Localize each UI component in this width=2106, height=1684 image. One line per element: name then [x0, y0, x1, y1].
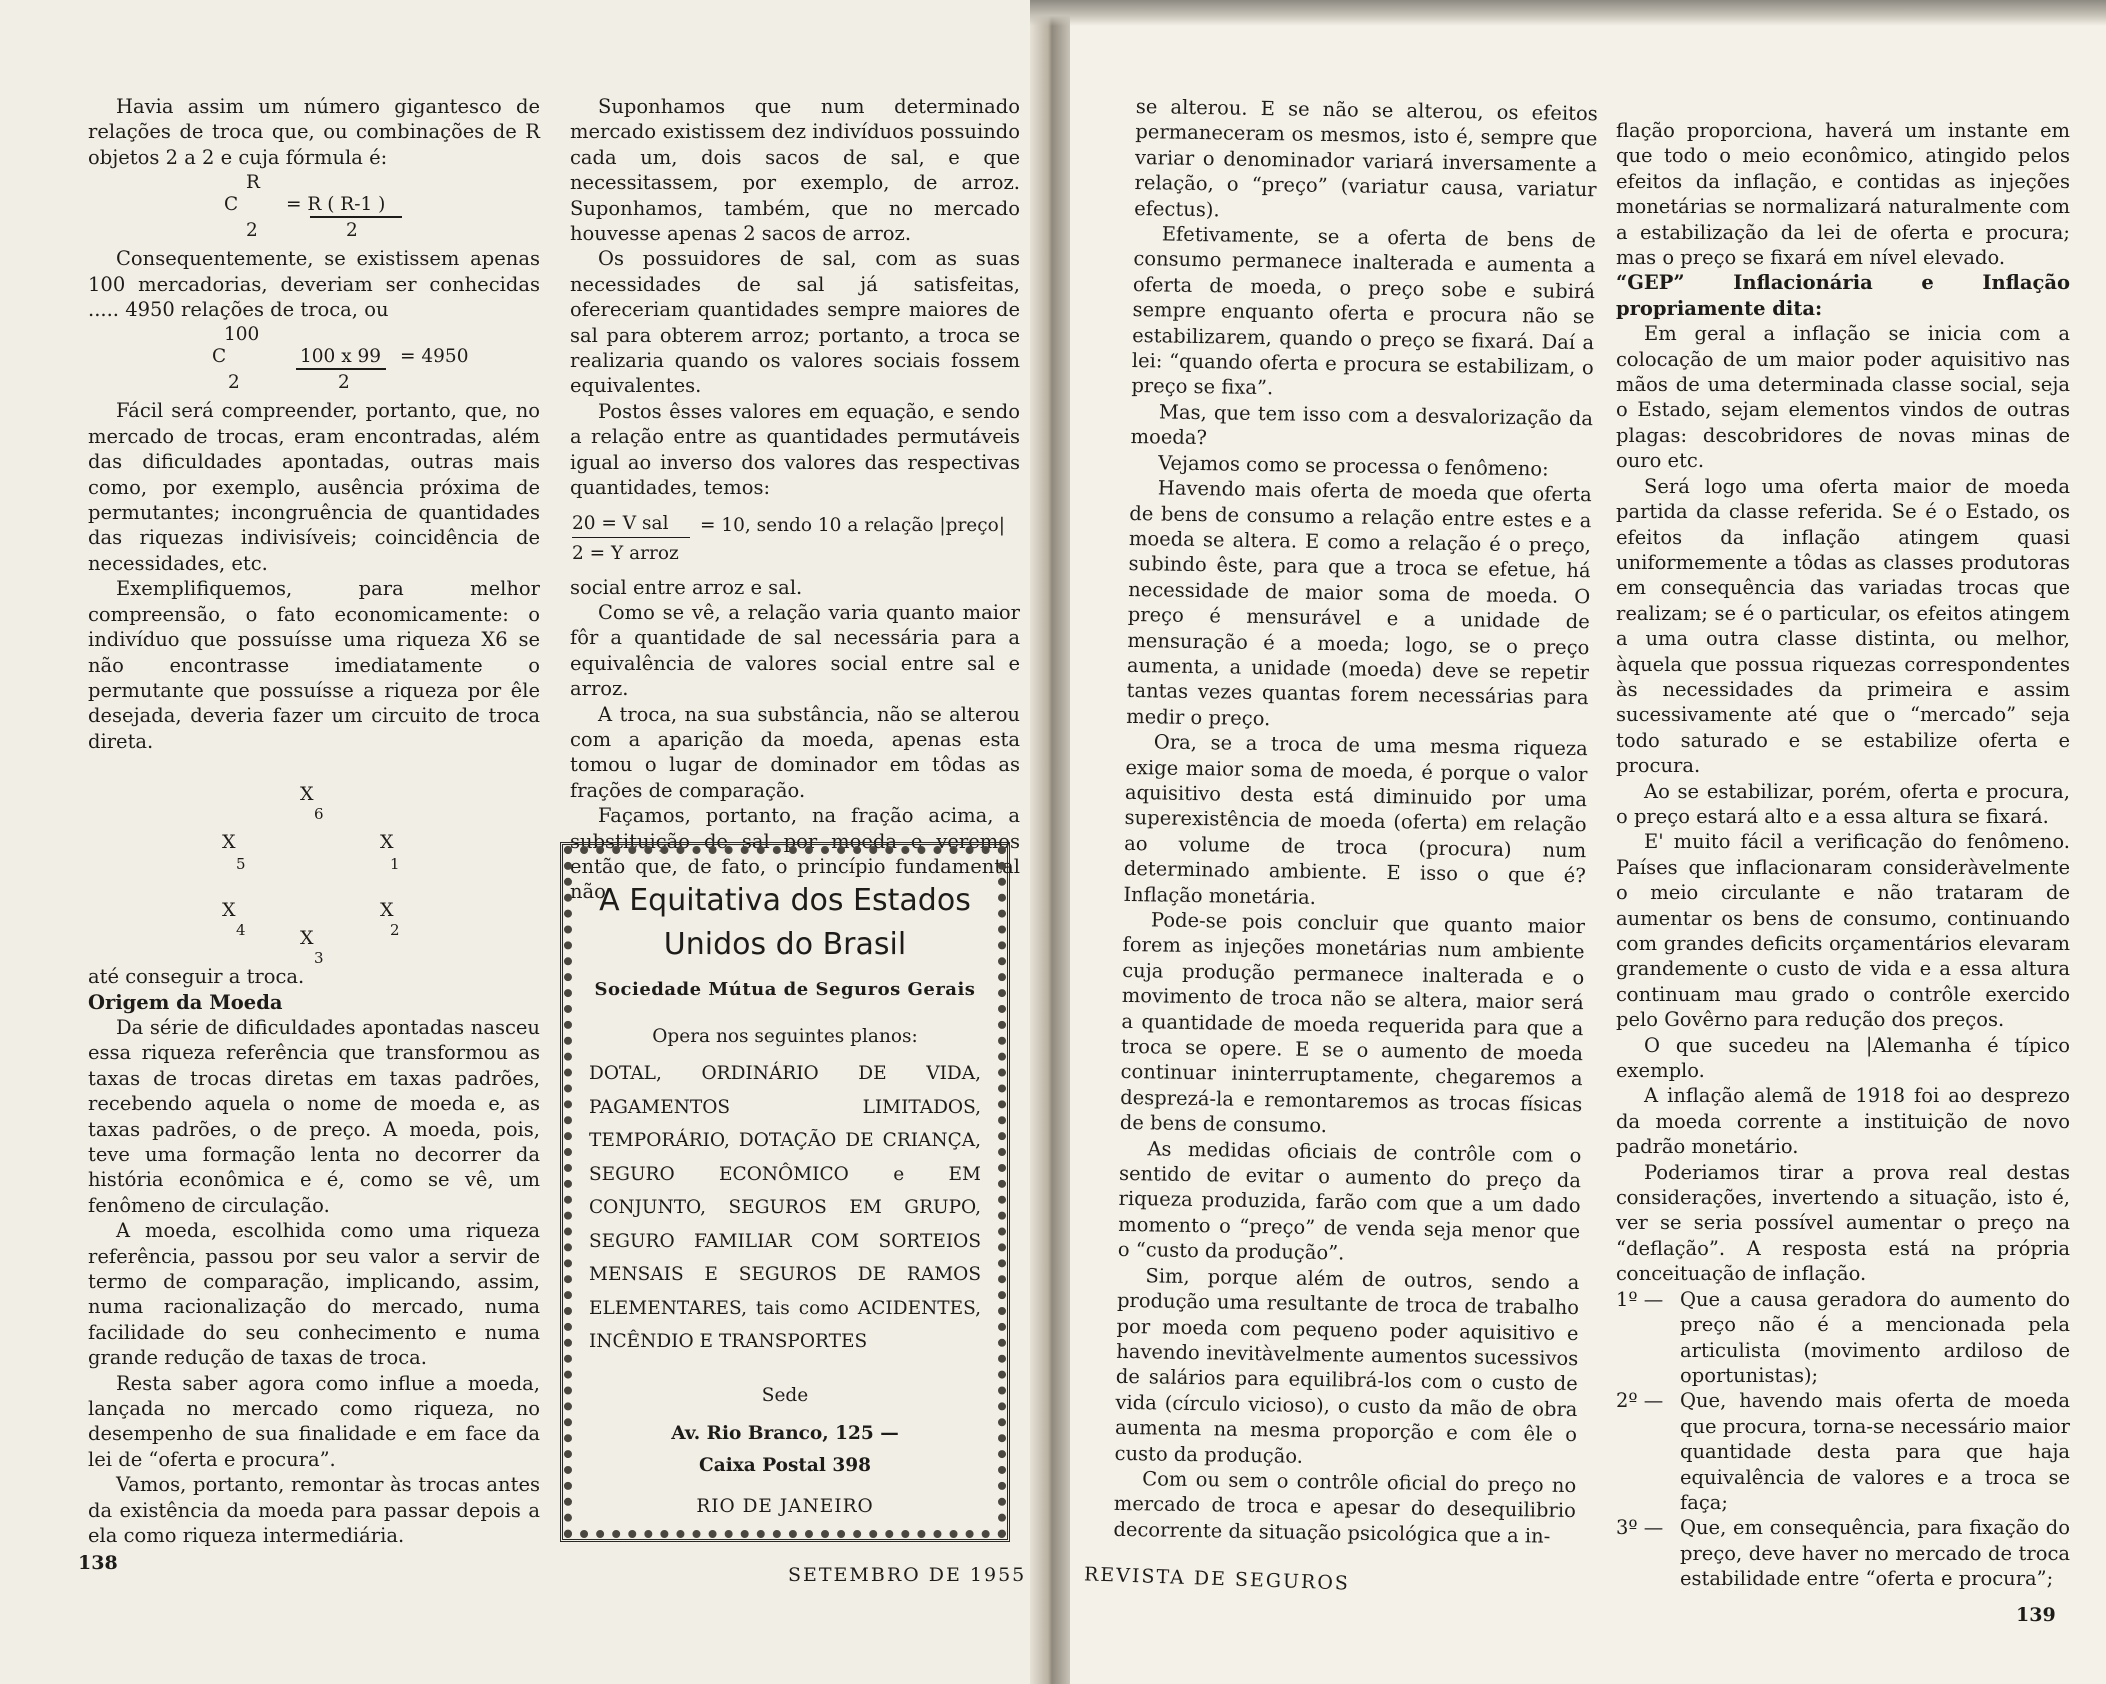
ad-address-line: Av. Rio Branco, 125 — — [671, 1422, 899, 1444]
circuit-label: 5 — [236, 855, 246, 874]
circuit-label: 1 — [390, 855, 400, 874]
circuit-x5: X — [222, 831, 236, 854]
paragraph: Os possuidores de sal, com as suas necessidades de sal já satisfeitas, ofereceriam quantidades sempre maiores de sal para obterem arroz; portanto, a troca se realizaria quando os valores sociais fossem equivalentes. — [570, 247, 1020, 398]
paragraph: Suponhamos que num determinado mercado existissem dez indivíduos possuindo cada um, dois sacos de sal, e que necessitassem, por exemplo, de arroz. Suponhamos, também, que no mercado houvesse apenas 2 sacos de arroz. — [570, 95, 1020, 246]
equation-denominator: 2 = Y arroz — [572, 542, 679, 564]
list-item-number: 2º — — [1616, 1389, 1664, 1413]
formula-denominator: 2 — [338, 372, 350, 394]
paragraph: flação proporciona, haverá um instante em que todo o meio econômico, atingido pelos efeitos da inflação, e contidas as injeções monetárias se normalizará naturalmente com a estabilização da lei de oferta e procura; mas o preço se fixará em nível elevado. — [1616, 119, 2070, 270]
page-edge-shadow — [1030, 0, 2106, 26]
list-item — [1616, 1388, 2070, 1515]
paragraph: Da série de dificuldades apontadas nasceu essa riqueza referência que transformou as taxas de trocas diretas em taxas padrões, recebendo aquela o nome de moeda e, as taxas padrões, o de preço. A moeda, pois, teve uma formação lenta no decorrer da história econômica e é, como se vê, um fenômeno de circulação. — [88, 1015, 540, 1217]
formula-superscript: R — [246, 172, 260, 194]
ad-address — [589, 1418, 981, 1482]
issue-date: SETEMBRO DE 1955 — [788, 1564, 1027, 1586]
insurance-advertisement — [560, 842, 1010, 1542]
paragraph: Exemplifiquemos, para melhor compreensão, o fato economicamente: o indivíduo que possuísse uma riqueza X6 se não encontrasse imediatamente o permutante que possuísse a riqueza por êle desejada, deveria fazer um circuito de troca direta. — [88, 577, 540, 753]
page-number: 138 — [78, 1552, 118, 1574]
ad-address-line: Caixa Postal 398 — [699, 1454, 871, 1476]
formula-c: C — [224, 194, 239, 216]
list-item-number: 1º — — [1616, 1287, 1664, 1311]
paragraph: Em geral a inflação se inicia com a colocação de um maior poder aquisitivo nas mãos de uma determinada classe social, seja o Estado, sejam elementos vindos de outras plagas: descobridores de novas minas de ouro etc. — [1616, 322, 2070, 473]
circuit-x2: X — [380, 899, 394, 922]
ad-subtitle: Sociedade Mútua de Seguros Gerais — [594, 979, 976, 1000]
paragraph: Fácil será compreender, portanto, que, no mercado de trocas, eram encontradas, além das dificuldades apontadas, outras mais como, por exemplo, ausência próxima de permutantes; incongruência de quantidades das riquezas indivisíveis; coincidência de necessidades, etc. — [88, 399, 540, 575]
formula-c: C — [212, 346, 227, 368]
ad-sede-label: Sede — [761, 1384, 809, 1406]
ad-title — [589, 879, 981, 967]
paragraph: Pode-se pois concluir que quanto maior forem as injeções monetárias num ambiente cuja produção permanece inalterada e o movimento de troca não se altera, maior será a quantidade de moeda requerida para que a troca se opere. E se o aumento de moeda continuar ininterruptamente, chegaremos a desprezá-la e remontaremos as trocas físicas de bens de consumo. — [1119, 908, 1586, 1138]
paragraph: A troca, na sua substância, não se alterou com a aparição da moeda, apenas esta tomou o lugar de dominador em tôdas as frações de comparação. — [570, 702, 1020, 802]
ad-title-line: A Equitativa dos Estados — [599, 883, 971, 918]
paragraph: Façamos, portanto, na fração acima, a substituição de sal por moeda e veremos então que, de fato, o princípio fundamental não — [570, 804, 1020, 904]
paragraph: Como se vê, a relação varia quanto maior fôr a quantidade de sal necessária para a equivalência de valores social entre sal e arroz. — [570, 600, 1020, 701]
trade-circuit-diagram — [88, 754, 540, 968]
paragraph: Sim, porque além de outros, sendo a produção uma resultante de troca de trabalho por moeda com pequeno poder aquisitivo e havendo inevitàvelmente aumentos sucessivos de salários para equilibrá-los com o custo de vida (círculo vicioso), o custo da mão de obra aumenta na mesma proporção e com êle o custo da produção. — [1114, 1263, 1580, 1468]
paragraph: Será logo uma oferta maior de moeda partida da classe referida. Se é o Estado, os efeitos da inflação atingem quasi uniformemente a tôdas as classes produtoras em consequência das variadas trocas que realizam; se é o particular, os efeitos atingem a uma outra classe distinta, ou melhor, àquela que possua riquezas correspondentes às necessidades da primeira e assim sucessivamente até que o “mercado” seja todo saturado e se estabilize oferta e procura. — [1616, 474, 2070, 778]
paragraph: até conseguir a troca. — [88, 965, 305, 989]
paragraph: Havia assim um número gigantesco de relações de troca que, ou combinações de R objetos 2 a 2 e cuja fórmula é: — [88, 95, 540, 169]
formula-result: = 4950 — [400, 346, 469, 368]
paragraph: Mas, que tem isso com a desvalorização da moeda? — [1130, 400, 1594, 450]
page-number: 139 — [2016, 1604, 2056, 1626]
fraction-line — [572, 537, 690, 539]
equation-numerator: 20 = V sal — [572, 512, 669, 534]
paragraph: Havendo mais oferta de moeda que oferta de bens de consumo a relação entre estes e a moeda se altera. E como a relação é o preço, subindo êste, para que a troca se efetue, há necessidade de maior soma de moeda. O preço é mensurável e a unidade de mensuração é a moeda; logo, se o preço aumenta, a unidade (moeda) deve se repetir tantas vezes quantas forem necessárias para medir o preço. — [1126, 476, 1592, 730]
formula-numerator: 100 x 99 — [300, 346, 382, 368]
circuit-x6: X — [300, 783, 314, 806]
right-column-1 — [1113, 94, 1598, 1549]
paragraph: Ora, se a troca de uma mesma riqueza exige maior soma de moeda, é porque o valor aquisitivo desta está diminuido por uma superexistência de moeda (oferta) em relação ao volume de troca (procura) num determinado ambiente. E isso o que é? Inflação monetária. — [1123, 730, 1588, 909]
paragraph: A moeda, escolhida como uma riqueza referência, passou por seu valor a servir de termo de comparação, implicando, assim, numa racionalização do mercado, numa facilidade do seu conhecimento e numa grande redução de taxas de troca. — [88, 1219, 540, 1370]
paragraph: Poderiamos tirar a prova real destas considerações, invertendo a situação, isto é, ver se seria possível aumentar o preço na “deflação”. A resposta está na própria conceituação de inflação. — [1616, 1160, 2070, 1286]
paragraph: E' muito fácil a verificação do fenômeno. Países que inflacionaram consideràvelmente o meio circulante e não trataram de aumentar os bens de consumo, continuando com grandes deficits orçamentários elevaram grandemente o custo de vida e a essa altura continuam mau grado o contrôle exercido pelo Govêrno para redução dos preços. — [1616, 830, 2070, 1032]
circuit-x3: X — [300, 927, 314, 950]
book-gutter — [1030, 0, 1070, 1684]
formula-subscript: 2 — [246, 220, 258, 242]
paragraph: Efetivamente, se a oferta de bens de consumo permanece inalterada e aumenta a oferta de moeda, o preço sobe e subirá sempre enquanto oferta e procura não se estabilizarem, quando o preço se fixará. Daí a lei: “quando oferta e procura se estabilizam, o preço se fixa”. — [1131, 222, 1596, 400]
formula-numerator: = R ( R-1 ) — [286, 194, 386, 216]
paragraph: Consequentemente, se existissem apenas 100 mercadorias, deveriam ser conhecidas ..... 4950 relações de troca, ou — [88, 247, 540, 322]
paragraph: Vejamos como se processa o fenômeno: — [1158, 451, 1549, 481]
paragraph: social entre arroz e sal. — [570, 575, 803, 599]
equation-result: = 10, sendo 10 a relação |preço| — [700, 514, 1005, 536]
left-page — [0, 0, 1048, 1684]
ad-plans-list: DOTAL, ORDINÁRIO DE VIDA, PAGAMENTOS LIMITADOS, TEMPORÁRIO, DOTAÇÃO DE CRIANÇA, SEGURO ECONÔMICO e EM CONJUNTO, SEGUROS EM GRUPO, SEGURO FAMILIAR COM SORTEIOS MENSAIS E SEGUROS DE RAMOS ELEMENTARES, tais como ACIDENTES, INCÊNDIO E TRANSPORTES — [589, 1063, 981, 1352]
circuit-x1: X — [380, 831, 394, 854]
circuit-x4: X — [222, 899, 236, 922]
list-item — [1616, 1287, 2070, 1389]
paragraph: Resta saber agora como influe a moeda, lançada no mercado como riqueza, no desempenho de sua finalidade e em face da lei de “oferta e procura”. — [88, 1371, 540, 1471]
paragraph: Com ou sem o contrôle oficial do preço no mercado de troca e apesar do desequilibrio decorrente da situação psicológica que a in- — [1113, 1467, 1577, 1548]
combination-formula — [88, 170, 540, 246]
ad-intro: Opera nos seguintes planos: — [652, 1026, 918, 1047]
formula-denominator: 2 — [346, 220, 358, 242]
formula-superscript: 100 — [224, 324, 260, 346]
section-heading: “GEP” Inflacionária e Inflação propriamente dita: — [1616, 271, 2070, 320]
paragraph: Postos êsses valores em equação, e sendo a relação entre as quantidades permutáveis igual ao inverso dos valores das respectivas quantidades, temos: — [570, 399, 1020, 500]
paragraph: As medidas oficiais de contrôle com o sentido de evitar o aumento do preço da riqueza produzida, farão com que a um dado momento o “preço” de venda seja menor que o “custo da produção”. — [1117, 1136, 1582, 1265]
list-item-number: 3º — — [1616, 1516, 1664, 1540]
paragraph: Vamos, portanto, remontar às trocas antes da existência da moeda para passar depois a ela como riqueza intermediária. — [88, 1473, 540, 1548]
left-column-2 — [570, 94, 1020, 905]
right-column-2 — [1616, 118, 2070, 1592]
paragraph: Ao se estabilizar, porém, oferta e procura, o preço estará alto e a essa altura se fixará. — [1616, 779, 2070, 828]
list-item — [1616, 1515, 2070, 1591]
right-page — [1056, 0, 2106, 1684]
circuit-label: 4 — [236, 921, 246, 940]
ad-city: RIO DE JANEIRO — [696, 1495, 874, 1517]
circuit-label: 2 — [390, 921, 400, 940]
list-item-text: Que a causa geradora do aumento do preço não é a mencionada pela articulista (movimento ardiloso de oportunistas); — [1680, 1287, 2070, 1387]
section-heading: Origem da Moeda — [88, 990, 283, 1014]
paragraph: O que sucedeu na |Alemanha é típico exemplo. — [1616, 1033, 2070, 1083]
list-item-text: Que, havendo mais oferta de moeda que procura, torna-se necessário maior quantidade desta para que haja equivalência de valores e a troca se faça; — [1680, 1389, 2070, 1514]
ad-title-line: Unidos do Brasil — [663, 927, 907, 962]
magazine-title: REVISTA DE SEGUROS — [1083, 1563, 1351, 1595]
left-column-1 — [88, 94, 540, 1548]
combination-example — [88, 322, 540, 398]
paragraph: se alterou. E se não se alterou, os efeitos permaneceram os mesmos, isto é, sempre que variar o denominador variará inversamente a relação, o “preço” (variatur causa, variatur efectus). — [1134, 94, 1598, 221]
paragraph: A inflação alemã de 1918 foi ao desprezo da moeda corrente a instituição de novo padrão monetário. — [1616, 1084, 2070, 1159]
formula-subscript: 2 — [228, 372, 240, 394]
circuit-label: 6 — [314, 805, 324, 824]
value-equation — [570, 511, 1020, 571]
list-item-text: Que, em consequência, para fixação do preço, deve haver no mercado de troca estabilidade entre “oferta e procura”; — [1680, 1516, 2070, 1591]
circuit-label: 3 — [314, 949, 324, 968]
